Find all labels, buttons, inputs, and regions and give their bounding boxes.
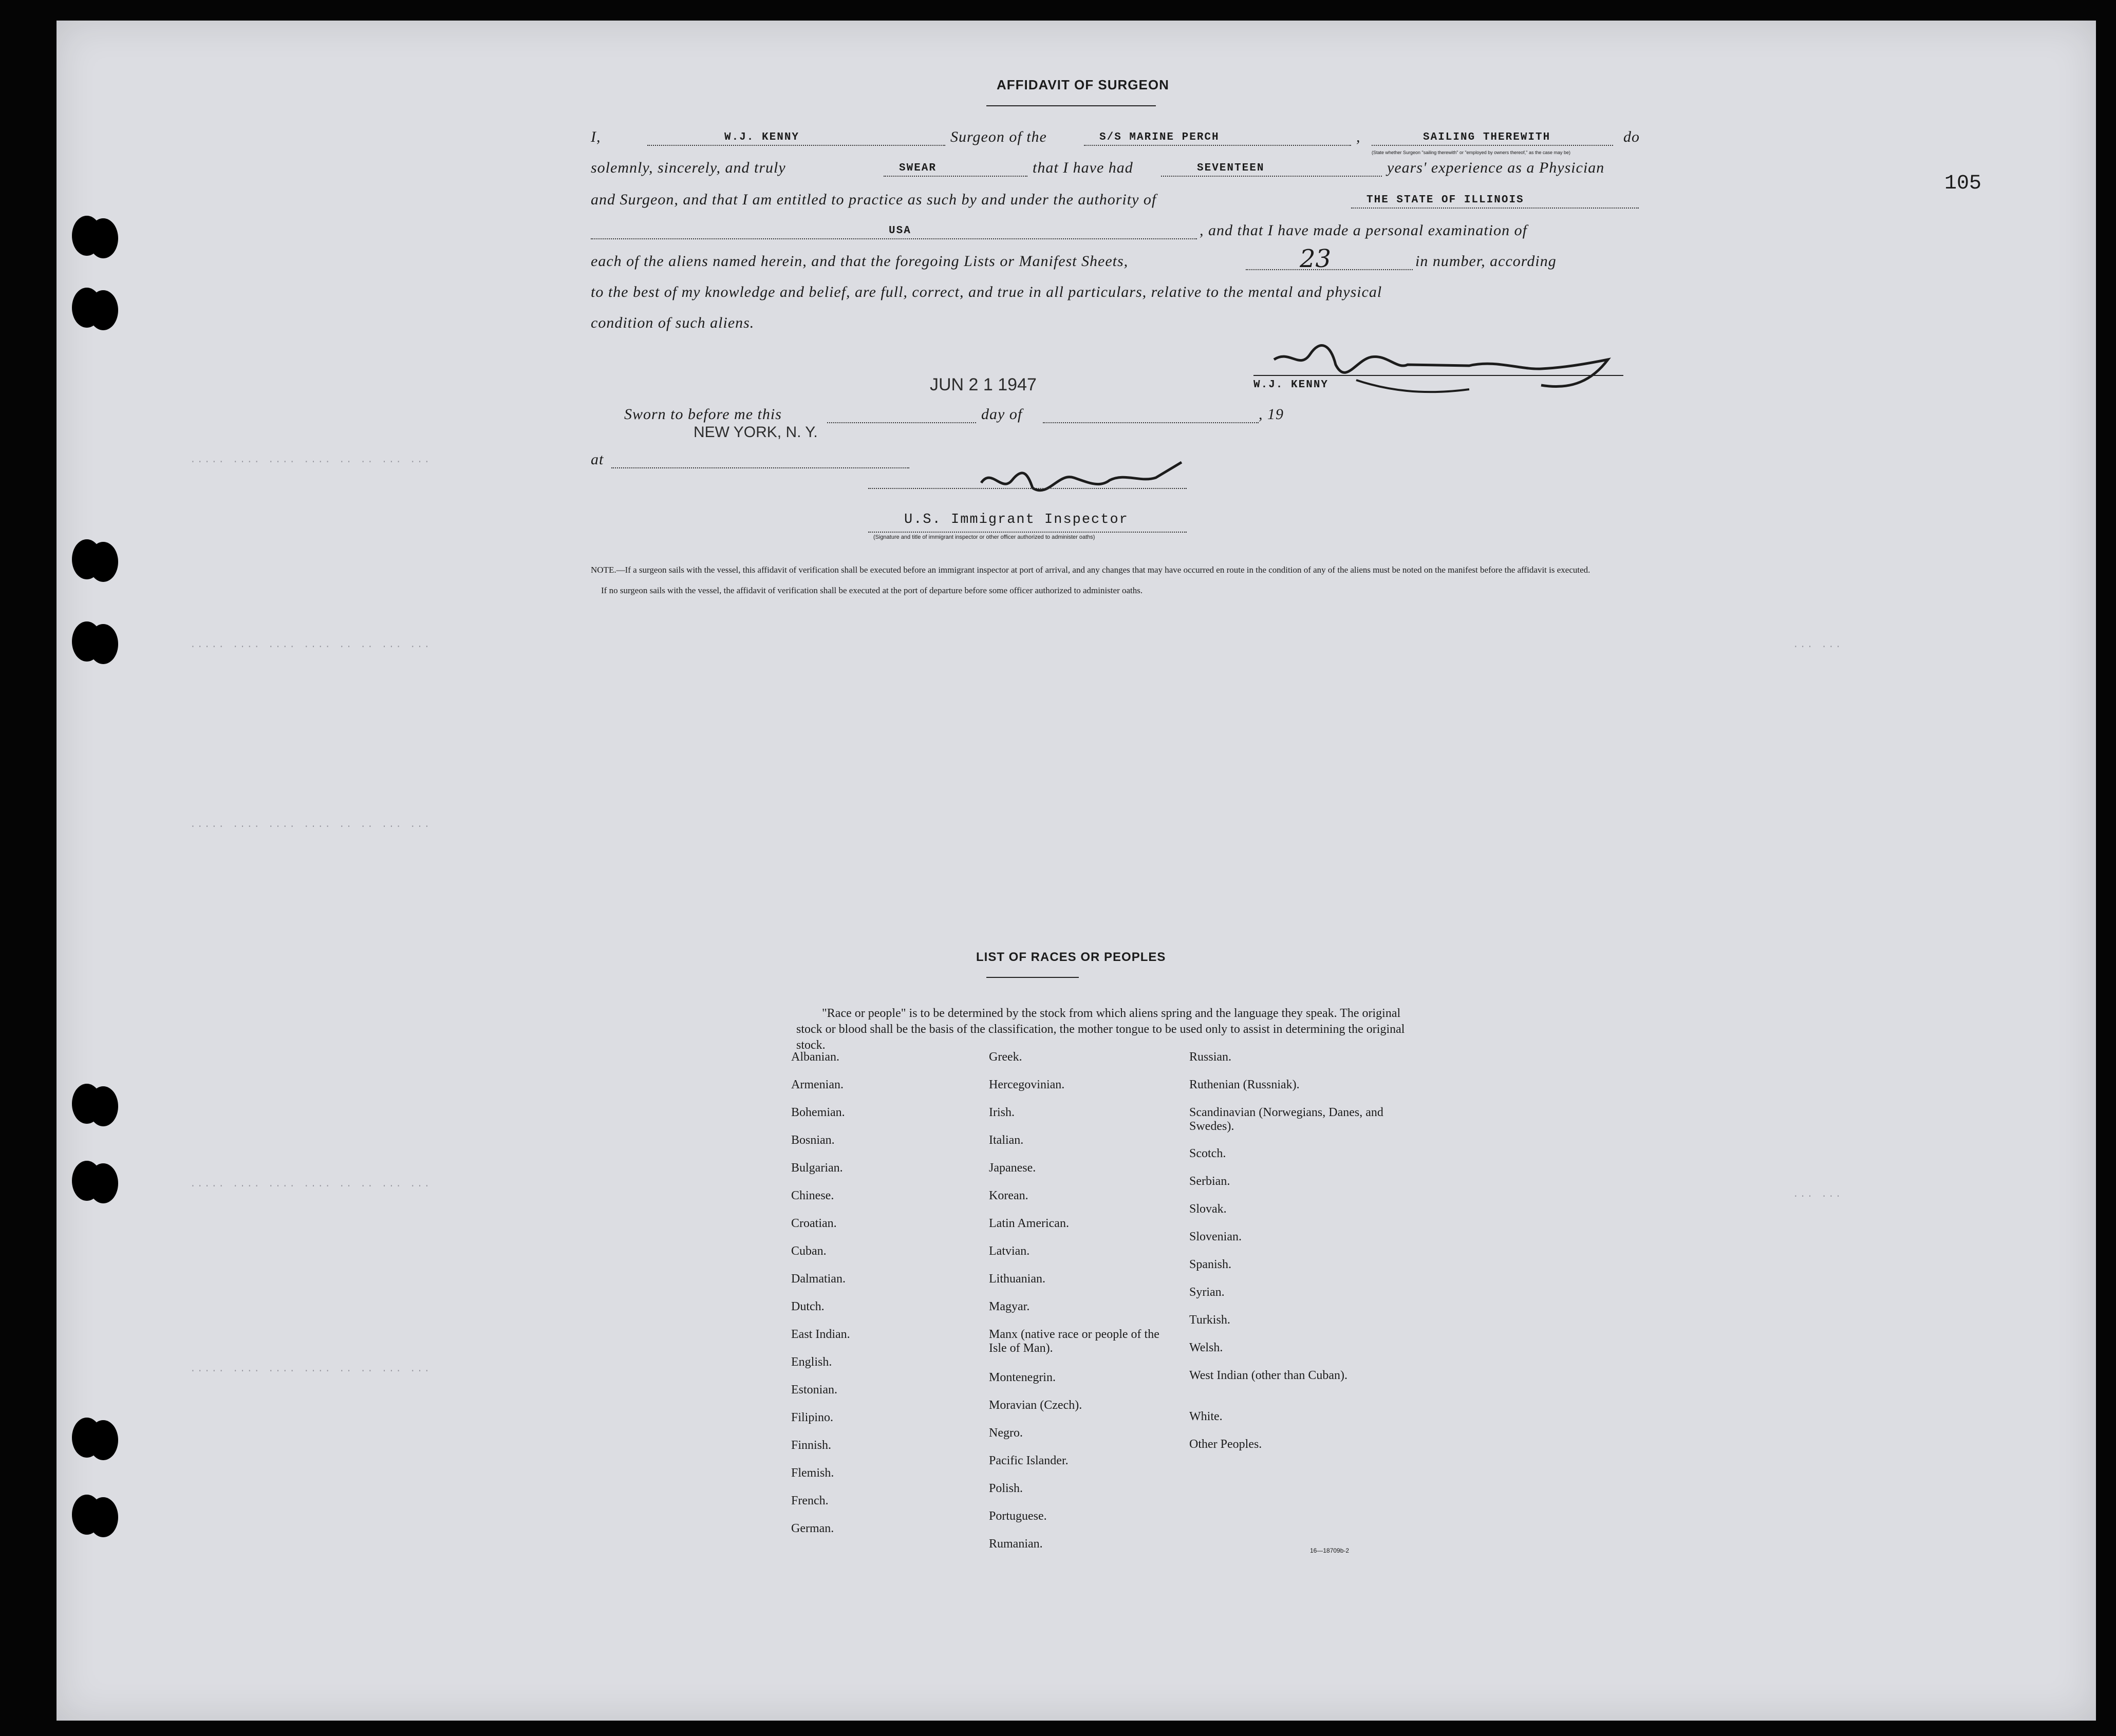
race-item: West Indian (other than Cuban). xyxy=(1189,1369,1347,1382)
authority-blank-2 xyxy=(591,238,1197,239)
affidavit-text: and Surgeon, and that I am entitled to practice as such by and under the authority of xyxy=(591,191,1157,208)
race-item: Latvian. xyxy=(989,1244,1030,1258)
note-paragraph xyxy=(591,565,1639,575)
race-item: Irish. xyxy=(989,1106,1015,1119)
race-item: Negro. xyxy=(989,1426,1023,1440)
page-number: 105 xyxy=(1944,172,1982,195)
affidavit-text: day of xyxy=(981,406,1023,423)
bleed-through-text: ··· ··· xyxy=(1793,1192,1843,1202)
bleed-through-text: ··· ··· xyxy=(1793,642,1843,652)
race-item: Latin American. xyxy=(989,1217,1069,1230)
inspector-signature xyxy=(971,452,1197,508)
race-item: English. xyxy=(791,1355,832,1369)
race-item: Montenegrin. xyxy=(989,1371,1056,1384)
surgeon-name-blank xyxy=(647,145,945,146)
binder-hole xyxy=(88,542,118,582)
bleed-through-text: ····· ···· ···· ···· ·· ·· ··· ··· xyxy=(190,457,432,467)
race-item: Syrian. xyxy=(1189,1286,1225,1299)
oath-blank xyxy=(884,176,1027,177)
sworn-month-blank xyxy=(1043,422,1259,423)
place-stamp: NEW YORK, N. Y. xyxy=(694,424,818,441)
race-item: Dutch. xyxy=(791,1300,825,1313)
affidavit-text: condition of such aliens. xyxy=(591,314,755,331)
race-item: Polish. xyxy=(989,1482,1023,1495)
race-item: Russian. xyxy=(1189,1050,1232,1064)
signature-typed-name: W.J. KENNY xyxy=(1253,379,1329,391)
race-item: Estonian. xyxy=(791,1383,837,1397)
affidavit-text: I, xyxy=(591,128,601,145)
races-column-1 xyxy=(791,1050,850,1550)
race-item: Italian. xyxy=(989,1134,1024,1147)
document-page xyxy=(57,21,2096,1721)
binder-hole xyxy=(88,1086,118,1126)
sailing-value: SAILING THEREWITH xyxy=(1423,131,1551,143)
binder-hole xyxy=(88,218,118,258)
race-item: Korean. xyxy=(989,1189,1028,1202)
title-underline xyxy=(986,105,1156,106)
sworn-day-blank xyxy=(827,422,976,423)
form-code: 16—18709b-2 xyxy=(1310,1547,1350,1554)
race-item: White. xyxy=(1189,1410,1223,1423)
race-item: Chinese. xyxy=(791,1189,834,1202)
race-item: Croatian. xyxy=(791,1217,837,1230)
at-blank xyxy=(611,467,909,468)
race-item: East Indian. xyxy=(791,1328,850,1341)
signature-line xyxy=(1253,375,1623,376)
affidavit-text: that I have had xyxy=(1033,159,1133,176)
race-item: German. xyxy=(791,1522,834,1535)
inspector-title-line xyxy=(868,532,1187,533)
races-title-underline xyxy=(986,977,1079,978)
race-item: Portuguese. xyxy=(989,1509,1047,1523)
race-item: Moravian (Czech). xyxy=(989,1399,1082,1412)
note-paragraph-2: If no surgeon sails with the vessel, the affidavit of verification shall be executed at the port of departure before some officer authorized to administer oaths. xyxy=(601,586,1143,595)
affidavit-text: each of the aliens named herein, and that the foregoing Lists or Manifest Sheets, xyxy=(591,253,1129,270)
race-item: Bohemian. xyxy=(791,1106,845,1119)
race-item: Bosnian. xyxy=(791,1134,835,1147)
page-title: AFFIDAVIT OF SURGEON xyxy=(997,77,1169,92)
binder-hole xyxy=(88,1163,118,1203)
affidavit-text: , and that I have made a personal examination of xyxy=(1200,222,1527,239)
race-item: Hercegovinian. xyxy=(989,1078,1065,1091)
vessel-blank xyxy=(1084,145,1351,146)
affidavit-text: do xyxy=(1623,128,1640,145)
authority-value-2: USA xyxy=(889,225,911,237)
sailing-blank xyxy=(1372,145,1613,146)
race-item: Serbian. xyxy=(1189,1175,1230,1188)
bleed-through-text: ····· ···· ···· ···· ·· ·· ··· ··· xyxy=(190,642,432,652)
races-intro: "Race or people" is to be determined by the stock from which aliens spring and the language they speak. The original stock or blood shall be the basis of the classification, the mother tongue to be used only to assist in determining the original stock. xyxy=(796,1007,1405,1052)
authority-blank xyxy=(1351,207,1639,209)
race-item: Turkish. xyxy=(1189,1313,1230,1327)
race-item: French. xyxy=(791,1494,829,1507)
affidavit-text: Surgeon of the xyxy=(950,128,1047,145)
race-item: Slovak. xyxy=(1189,1202,1227,1216)
date-stamp: JUN 2 1 1947 xyxy=(930,375,1037,394)
race-item: Lithuanian. xyxy=(989,1272,1045,1286)
race-item: Welsh. xyxy=(1189,1341,1223,1354)
binder-hole xyxy=(88,290,118,330)
vessel-value: S/S MARINE PERCH xyxy=(1099,131,1220,143)
bleed-through-text: ····· ···· ···· ···· ·· ·· ··· ··· xyxy=(190,822,432,832)
affidavit-text: in number, according xyxy=(1415,253,1557,270)
note-label: NOTE. xyxy=(591,565,616,575)
bleed-through-text: ····· ···· ···· ···· ·· ·· ··· ··· xyxy=(190,1366,432,1376)
race-item: Armenian. xyxy=(791,1078,844,1091)
race-item: Rumanian. xyxy=(989,1537,1043,1551)
authority-value: THE STATE OF ILLINOIS xyxy=(1366,194,1524,206)
surgeon-name-value: W.J. KENNY xyxy=(724,131,800,143)
race-item: Ruthenian (Russniak). xyxy=(1189,1078,1300,1091)
race-item: Manx (native race or people of the Isle of Man). xyxy=(989,1328,1159,1355)
sheets-count-value: 23 xyxy=(1300,244,1332,273)
races-column-3 xyxy=(1189,1050,1395,1465)
race-item: Bulgarian. xyxy=(791,1161,843,1175)
race-item: Scandinavian (Norwegians, Danes, and Swedes). xyxy=(1189,1106,1383,1133)
race-item: Cuban. xyxy=(791,1244,827,1258)
years-blank xyxy=(1161,176,1382,177)
race-item: Other Peoples. xyxy=(1189,1438,1262,1451)
race-item: Filipino. xyxy=(791,1411,834,1424)
affidavit-text: to the best of my knowledge and belief, are full, correct, and true in all particulars, relative to the mental and physical xyxy=(591,284,1382,300)
affidavit-text: at xyxy=(591,451,604,468)
inspector-note: (Signature and title of immigrant inspector or other officer authorized to administer oaths) xyxy=(873,534,1095,540)
race-item: Pacific Islander. xyxy=(989,1454,1069,1467)
bleed-through-text: ····· ···· ···· ···· ·· ·· ··· ··· xyxy=(190,1181,432,1192)
race-item: Scotch. xyxy=(1189,1147,1226,1160)
surgeon-signature xyxy=(1253,329,1623,411)
affidavit-text: years' experience as a Physician xyxy=(1387,159,1605,176)
binder-hole xyxy=(88,1420,118,1460)
races-title: LIST OF RACES OR PEOPLES xyxy=(976,950,1166,964)
race-item: Albanian. xyxy=(791,1050,839,1064)
race-item: Dalmatian. xyxy=(791,1272,846,1286)
affidavit-text: solemnly, sincerely, and truly xyxy=(591,159,786,176)
sailing-note: (State whether Surgeon "sailing therewith" or "employed by owners thereof," as the case may be) xyxy=(1372,150,1570,155)
race-item: Greek. xyxy=(989,1050,1022,1064)
binder-hole xyxy=(88,624,118,664)
inspector-signature-line xyxy=(868,488,1187,489)
binder-hole xyxy=(88,1497,118,1537)
affidavit-text: Sworn to before me this xyxy=(624,406,782,423)
affidavit-text: , xyxy=(1356,128,1361,145)
race-item: Japanese. xyxy=(989,1161,1036,1175)
note-text-1: —If a surgeon sails with the vessel, this affidavit of verification shall be executed before an immigrant inspector at port of arrival, and any changes that may have occurred en route in the condition of any of the aliens must be noted on the manifest before the affidavit is executed. xyxy=(616,565,1590,575)
race-item: Magyar. xyxy=(989,1300,1030,1313)
race-item: Spanish. xyxy=(1189,1258,1232,1271)
years-value: SEVENTEEN xyxy=(1197,162,1265,174)
inspector-title: U.S. Immigrant Inspector xyxy=(904,512,1129,527)
race-item: Slovenian. xyxy=(1189,1230,1242,1243)
race-item: Flemish. xyxy=(791,1466,834,1480)
oath-value: SWEAR xyxy=(899,162,937,174)
race-item: Finnish. xyxy=(791,1439,832,1452)
affidavit-text: , 19 xyxy=(1259,406,1284,423)
races-column-2 xyxy=(989,1050,1174,1565)
